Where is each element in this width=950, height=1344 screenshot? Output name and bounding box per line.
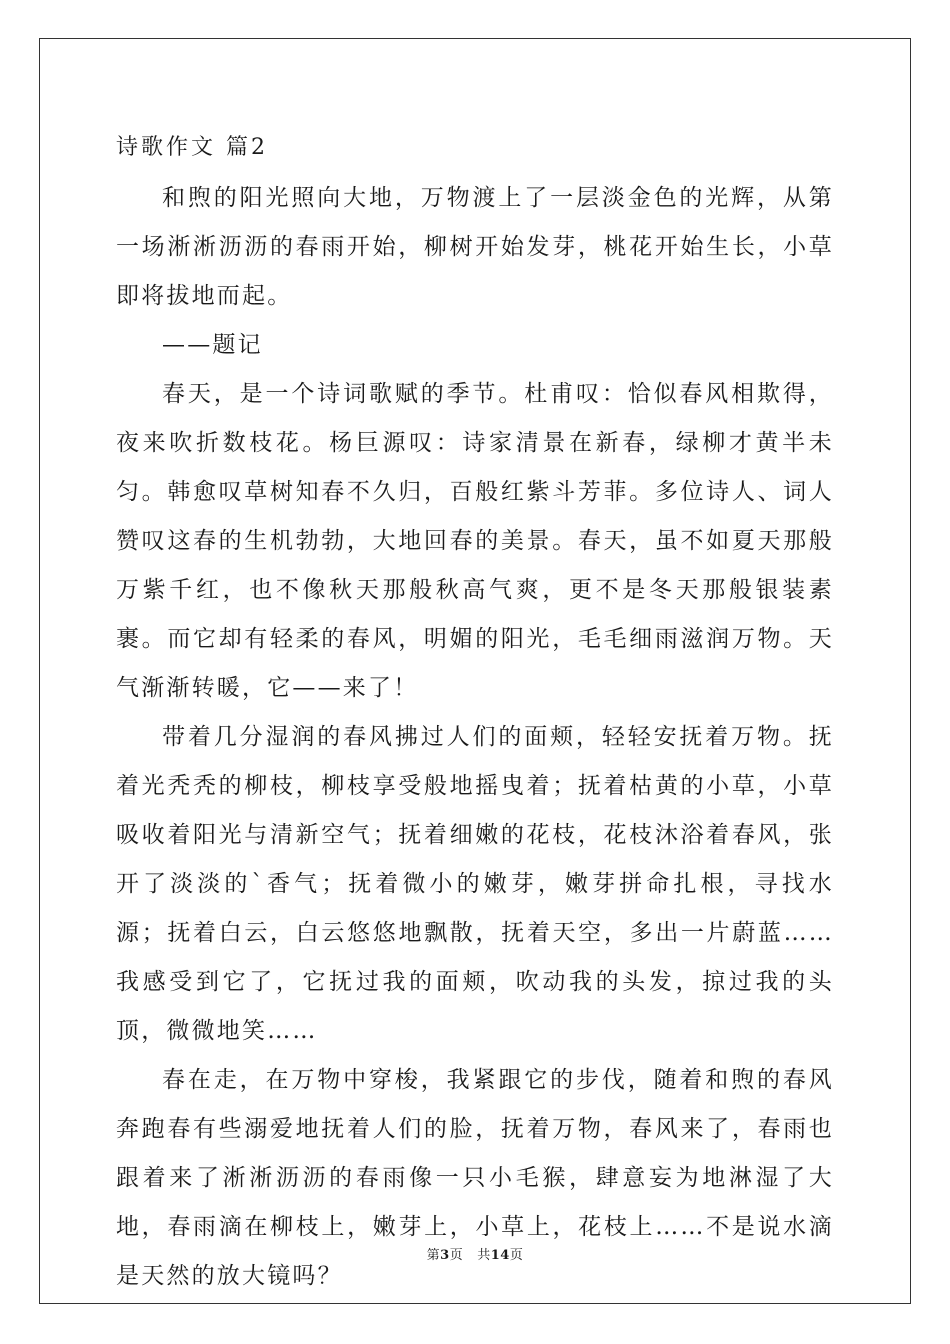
document-body (116, 128, 834, 1301)
page-footer (0, 1246, 950, 1266)
paragraph-intro: 和煦的阳光照向大地，万物渡上了一层淡金色的光辉，从第一场淅淅沥沥的春雨开始，柳树开始发芽，桃花开始生长，小草即将拔地而起。 (116, 185, 834, 309)
paragraph-spring-poems: 春天，是一个诗词歌赋的季节。杜甫叹：恰似春风相欺得，夜来吹折数枝花。杨巨源叹：诗家清景在新春，绿柳才黄半未匀。韩愈叹草树知春不久归，百般红紫斗芳菲。多位诗人、词人赞叹这春的生机勃勃，大地回春的美景。春天，虽不如夏天那般万紫千红，也不像秋天那般秋高气爽，更不是冬天那般银装素裹。而它却有轻柔的春风，明媚的阳光，毛毛细雨滋润万物。天气渐渐转暖，它——来了！ (116, 381, 834, 701)
paragraph-spring-rain: 春在走，在万物中穿梭，我紧跟它的步伐，随着和煦的春风奔跑春有些溺爱地抚着人们的脸，抚着万物，春风来了，春雨也跟着来了淅淅沥沥的春雨像一只小毛猴，肆意妄为地淋湿了大地，春雨滴在柳枝上，嫩芽上，小草上，花枝上……不是说水滴是天然的放大镜吗？ (116, 1067, 834, 1289)
paragraph-spring-breeze: 带着几分湿润的春风拂过人们的面颊，轻轻安抚着万物。抚着光秃秃的柳枝，柳枝享受般地摇曳着；抚着枯黄的小草，小草吸收着阳光与清新空气；抚着细嫩的花枝，花枝沐浴着春风，张开了淡淡的`香气；抚着微小的嫩芽，嫩芽拼命扎根，寻找水源；抚着白云，白云悠悠地飘散，抚着天空，多出一片蔚蓝……我感受到它了，它抚过我的面颊，吹动我的头发，掠过我的头顶，微微地笑…… (116, 724, 834, 1044)
section-heading: 诗歌作文 篇2 (116, 135, 268, 160)
page-suffix: 页 (449, 1248, 464, 1263)
total-suffix: 页 (509, 1248, 524, 1263)
page-total: 14 (490, 1248, 510, 1263)
page-prefix: 第 (426, 1248, 441, 1263)
page-current: 3 (440, 1248, 450, 1263)
total-prefix: 共 (477, 1248, 491, 1263)
paragraph-epigraph: ——题记 (162, 332, 263, 358)
